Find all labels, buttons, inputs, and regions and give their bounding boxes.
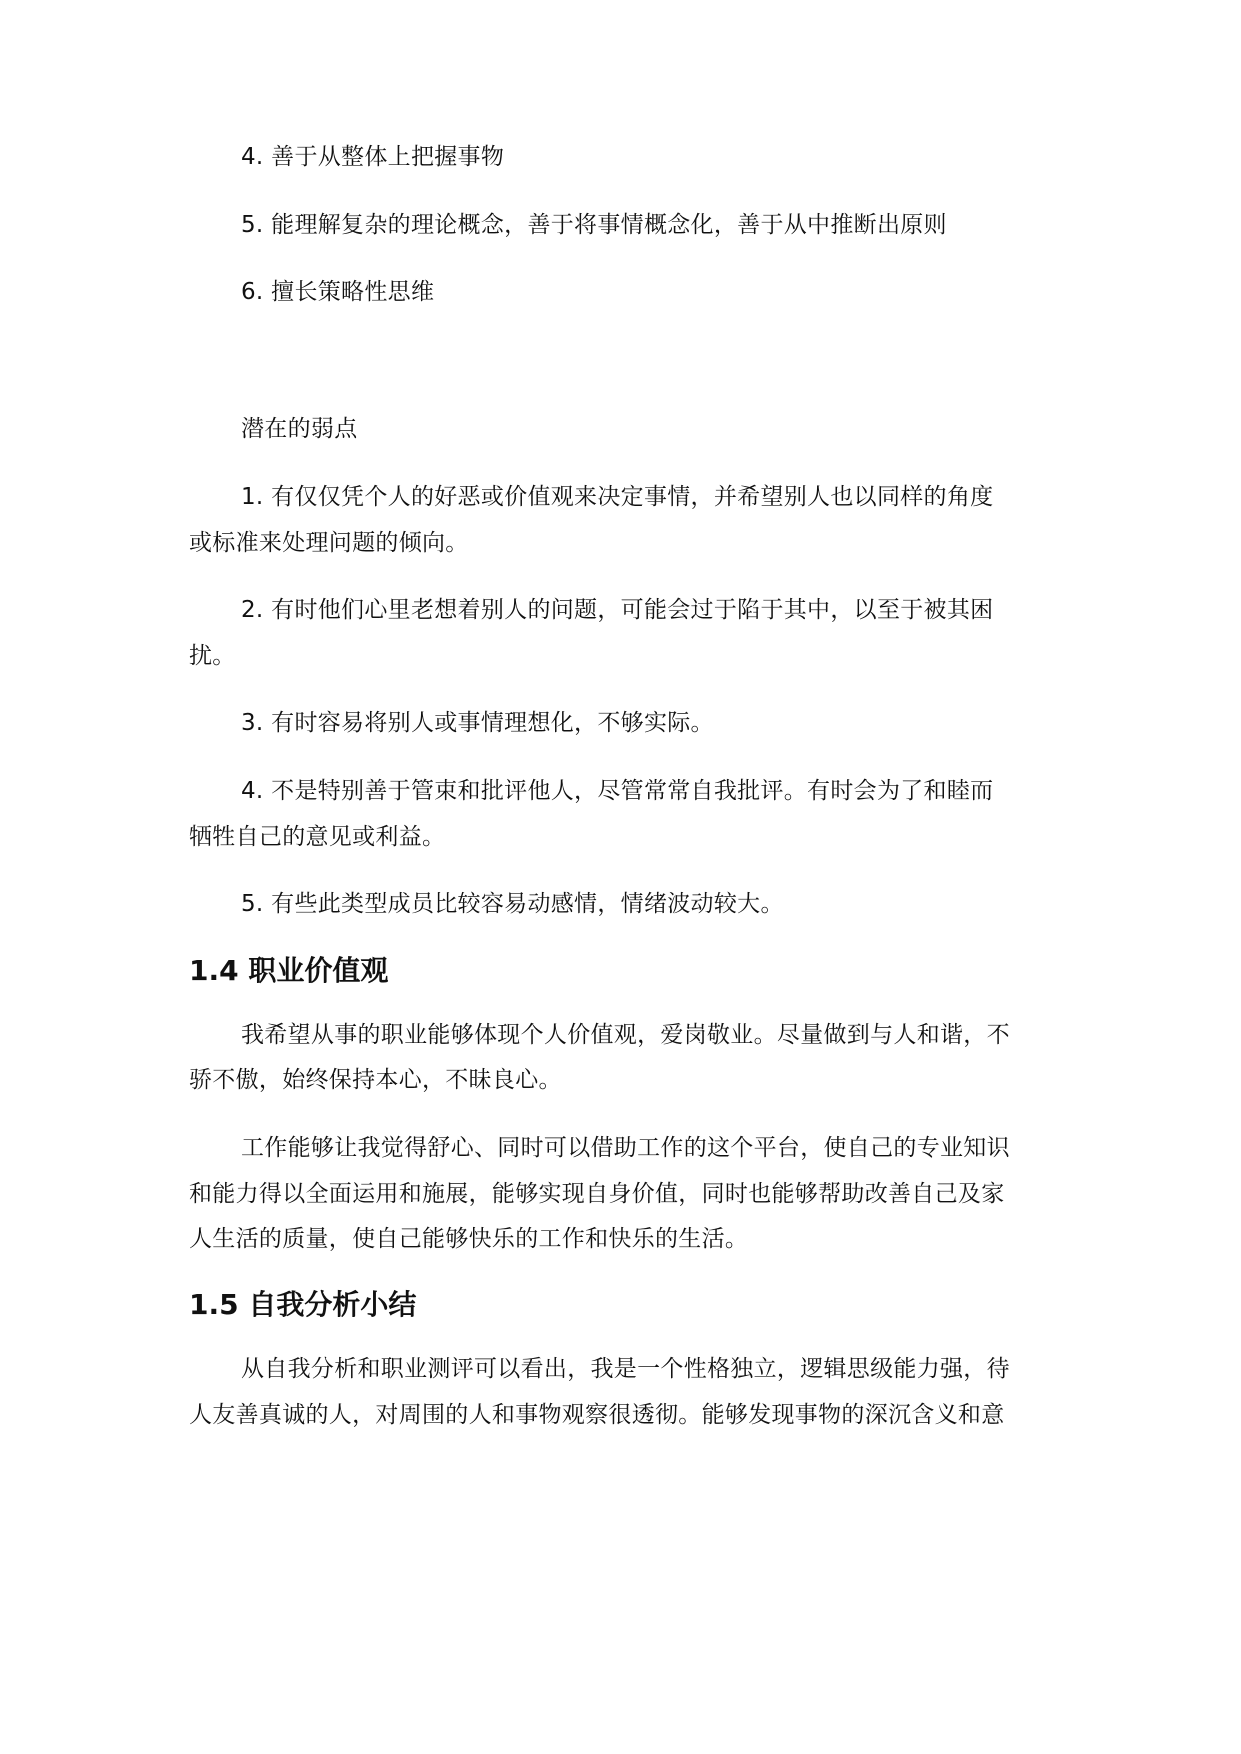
section-1-5-p1-line2: 人友善真诚的人，对周围的人和事物观察很透彻。能够发现事物的深沉含义和意 <box>189 1402 1005 1428</box>
weakness-item-4-line1: 4. 不是特别善于管束和批评他人，尽管常常自我批评。有时会为了和睦而 <box>241 778 994 804</box>
weakness-item-5: 5. 有些此类型成员比较容易动感情，情绪波动较大。 <box>241 891 784 917</box>
section-1-4-p1-line2: 骄不傲，始终保持本心，不昧良心。 <box>189 1067 562 1093</box>
section-1-4-p2-line2: 和能力得以全面运用和施展，能够实现自身价值，同时也能够帮助改善自己及家 <box>189 1181 1005 1207</box>
section-1-4-p2-line1: 工作能够让我觉得舒心、同时可以借助工作的这个平台，使自己的专业知识 <box>241 1135 1010 1161</box>
section-heading-1-5: 1.5 自我分析小结 <box>189 1288 417 1321</box>
weakness-item-2-line1: 2. 有时他们心里老想着别人的问题，可能会过于陷于其中，以至于被其困 <box>241 597 994 623</box>
weakness-item-2-line2: 扰。 <box>189 643 236 669</box>
strength-item-6: 6. 擅长策略性思维 <box>241 279 435 305</box>
section-1-5-p1-line1: 从自我分析和职业测评可以看出，我是一个性格独立，逻辑思级能力强，待 <box>241 1356 1010 1382</box>
weakness-item-3: 3. 有时容易将别人或事情理想化，不够实际。 <box>241 710 714 736</box>
weaknesses-title: 潜在的弱点 <box>241 416 358 442</box>
weakness-item-1-line1: 1. 有仅仅凭个人的好恶或价值观来决定事情，并希望别人也以同样的角度 <box>241 484 994 510</box>
strength-item-4: 4. 善于从整体上把握事物 <box>241 144 505 170</box>
section-heading-1-4: 1.4 职业价值观 <box>189 954 389 987</box>
section-1-4-p2-line3: 人生活的质量，使自己能够快乐的工作和快乐的生活。 <box>189 1226 749 1252</box>
weakness-item-1-line2: 或标准来处理问题的倾向。 <box>189 530 469 556</box>
strength-item-5: 5. 能理解复杂的理论概念，善于将事情概念化，善于从中推断出原则 <box>241 212 947 238</box>
section-1-4-p1-line1: 我希望从事的职业能够体现个人价值观，爱岗敬业。尽量做到与人和谐，不 <box>241 1022 1010 1048</box>
weakness-item-4-line2: 牺牲自己的意见或利益。 <box>189 824 446 850</box>
